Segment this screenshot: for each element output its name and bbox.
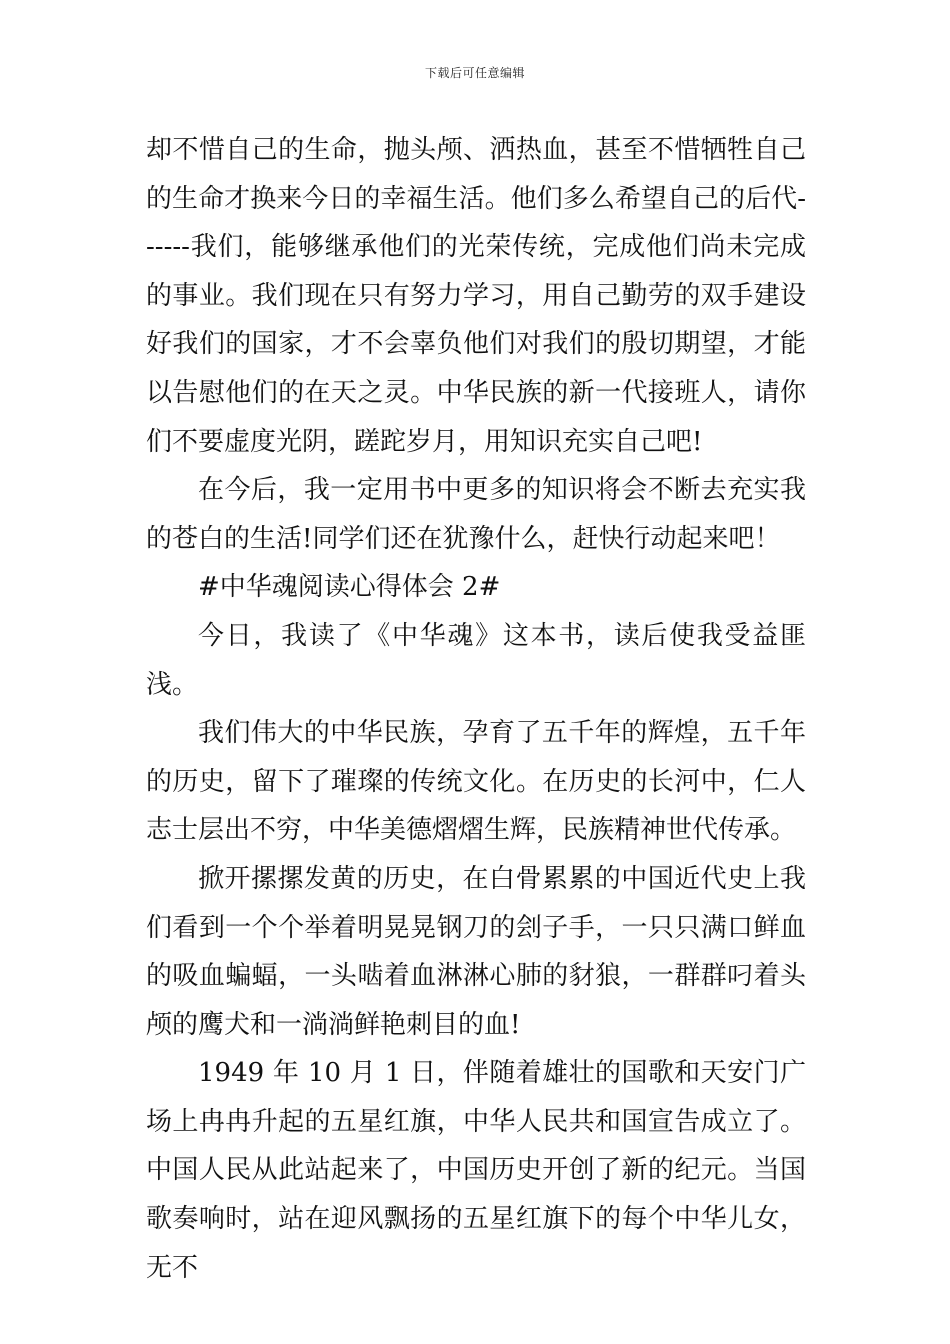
paragraph: 却不惜自己的生命，抛头颅、洒热血，甚至不惜牺牲自己的生命才换来今日的幸福生活。他们多么希望自己的后代------我们，能够继承他们的光荣传统，完成他们尚未完成的事业。我们现在只有努力学习，用自己勤劳的双手建设好我们的国家，才不会辜负他们对我们的殷切期望，才能以告慰他们的在天之灵。中华民族的新一代接班人，请你们不要虚度光阴，蹉跎岁月，用知识充实自己吧! xyxy=(146,135,806,457)
paragraph: 掀开摞摞发黄的历史，在白骨累累的中国近代史上我们看到一个个举着明晃晃钢刀的刽子手，一只只满口鲜血的吸血蝙蝠，一头啮着血淋淋心肺的豺狼，一群群叼着头颅的鹰犬和一淌淌鲜艳刺目的血! xyxy=(146,863,806,1040)
paragraph: 我们伟大的中华民族，孕育了五千年的辉煌，五千年的历史，留下了璀璨的传统文化。在历史的长河中，仁人志士层出不穷，中华美德熠熠生辉，民族精神世代传承。 xyxy=(146,718,806,846)
page-header: 下载后可任意编辑 xyxy=(424,66,525,80)
document-body xyxy=(146,126,806,1292)
paragraph: 在今后，我一定用书中更多的知识将会不断去充实我的苍白的生活!同学们还在犹豫什么，赶快行动起来吧！ xyxy=(146,475,806,554)
section-heading: #中华魂阅读心得体会 2# xyxy=(198,572,501,603)
paragraph: 1949 年 10 月 1 日，伴随着雄壮的国歌和天安门广场上冉冉升起的五星红旗，中华人民共和国宣告成立了。中国人民从此站起来了，中国历史开创了新的纪元。当国歌奏响时，站在迎风飘扬的五星红旗下的每个中华儿女，无不 xyxy=(146,1058,806,1283)
paragraph: 今日，我读了《中华魂》这本书，读后使我受益匪浅。 xyxy=(146,620,806,700)
